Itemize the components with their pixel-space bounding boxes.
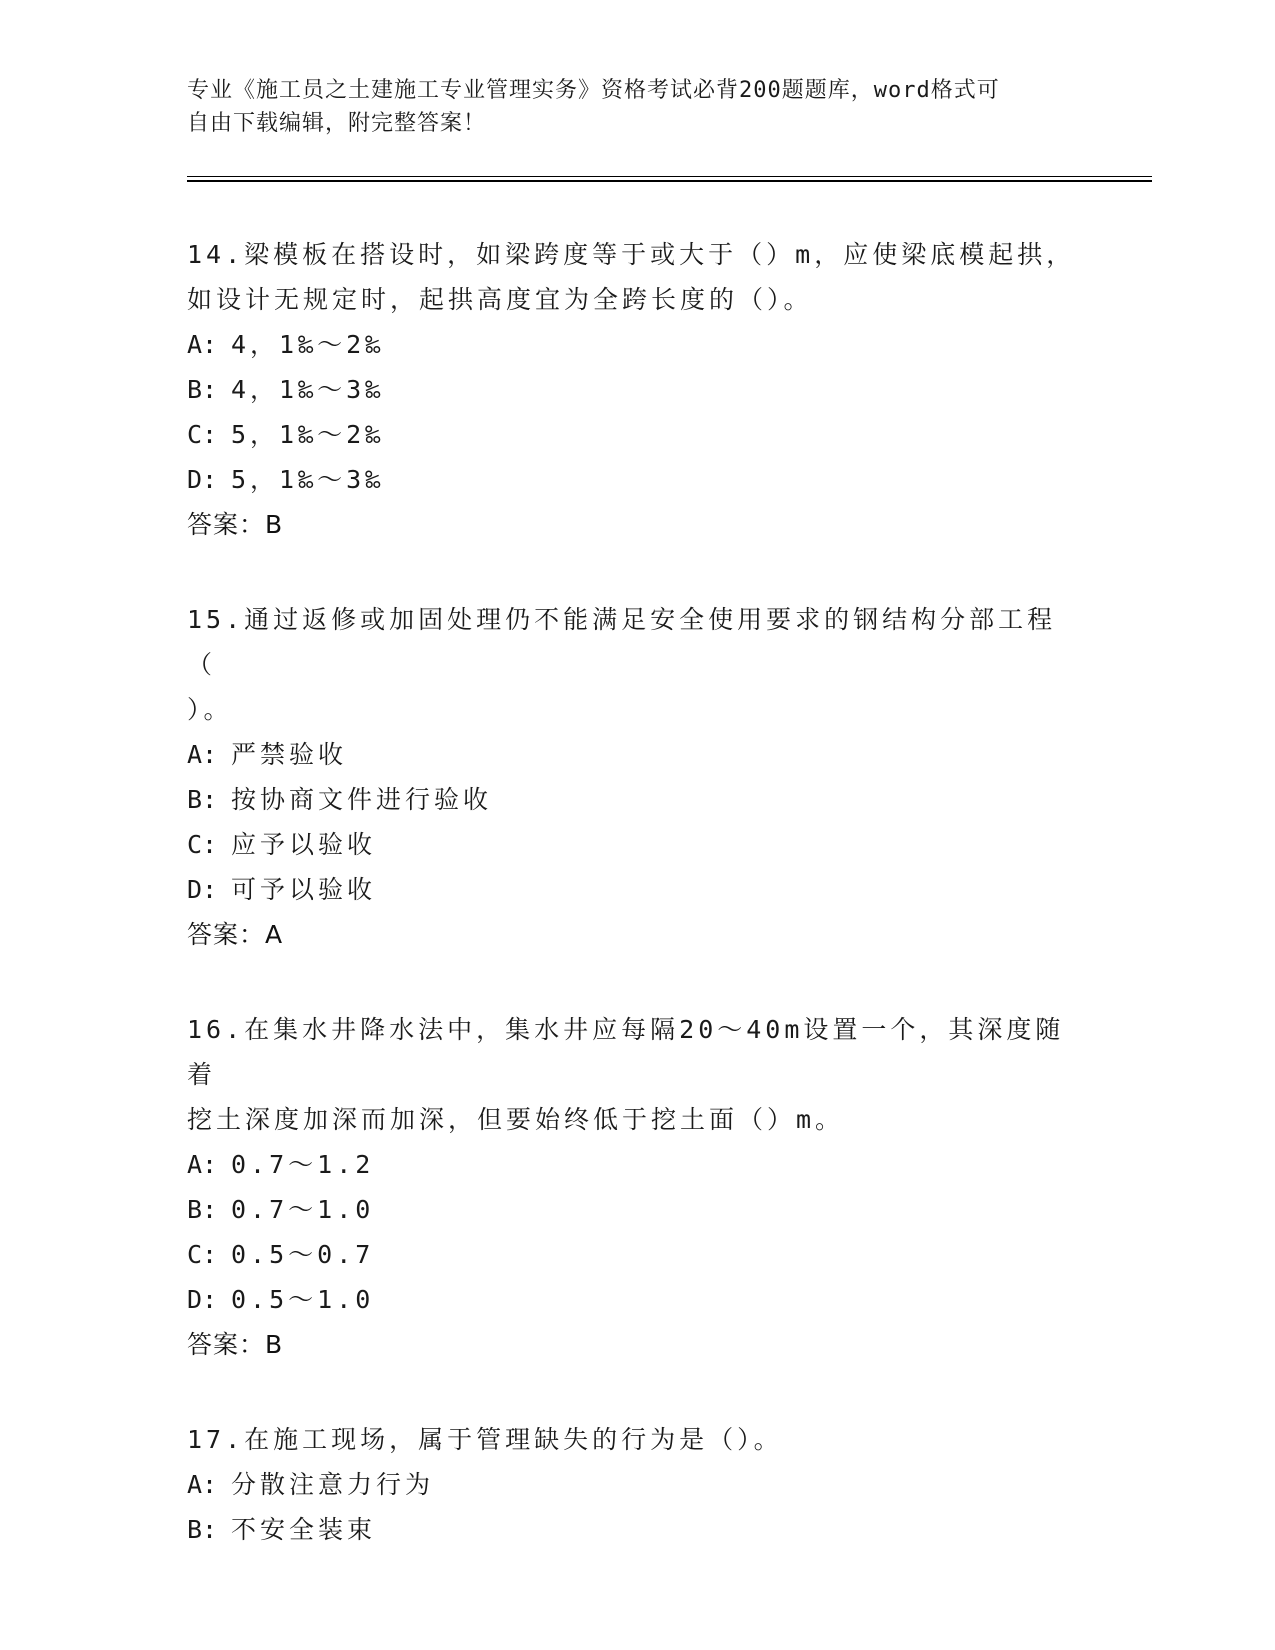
question-list: [187, 232, 1077, 1602]
option-letter: A:: [187, 330, 218, 359]
option-text: 按协商文件进行验收: [231, 785, 493, 814]
question-stem: 14.梁模板在搭设时，如梁跨度等于或大于（）m，应使梁底模起拱，: [187, 240, 1076, 269]
question-17: [187, 1417, 1077, 1552]
question-15: [187, 597, 1077, 957]
option-d: [187, 1277, 1077, 1322]
question-stem: 如设计无规定时，起拱高度宜为全跨长度的（）。: [187, 285, 813, 314]
header-divider-thin: [187, 176, 1152, 177]
option-d: [187, 457, 1077, 502]
question-16: [187, 1007, 1077, 1367]
option-letter: B:: [187, 1195, 218, 1224]
question-stem: 15.通过返修或加固处理仍不能满足安全使用要求的钢结构分部工程（: [187, 605, 1057, 679]
header-line-2: 自由下载编辑，附完整答案！: [187, 111, 487, 136]
option-text: 严禁验收: [231, 740, 348, 769]
option-letter: C:: [187, 420, 218, 449]
option-b: [187, 367, 1077, 412]
option-text: 5，1‰～2‰: [231, 420, 385, 449]
answer-line: 答案：A: [187, 920, 284, 949]
option-text: 0.7～1.2: [231, 1150, 375, 1179]
option-a: [187, 732, 1077, 777]
question-stem: ）。: [187, 695, 233, 724]
option-letter: A:: [187, 1150, 218, 1179]
option-text: 不安全装束: [231, 1515, 377, 1544]
option-text: 0.7～1.0: [231, 1195, 375, 1224]
document-header: [187, 74, 1067, 140]
option-text: 分散注意力行为: [231, 1470, 435, 1499]
option-text: 0.5～1.0: [231, 1285, 375, 1314]
option-letter: D:: [187, 875, 218, 904]
option-letter: A:: [187, 1470, 218, 1499]
option-letter: C:: [187, 1240, 218, 1269]
option-text: 4，1‰～2‰: [231, 330, 385, 359]
option-letter: D:: [187, 465, 218, 494]
answer-line: 答案：B: [187, 510, 284, 539]
option-a: [187, 1142, 1077, 1187]
question-stem: 挖土深度加深而加深，但要始终低于挖土面（）m。: [187, 1105, 845, 1134]
option-letter: B:: [187, 785, 218, 814]
option-letter: D:: [187, 1285, 218, 1314]
option-d: [187, 867, 1077, 912]
option-letter: A:: [187, 740, 218, 769]
question-stem: 16.在集水井降水法中，集水井应每隔20～40m设置一个，其深度随着: [187, 1015, 1065, 1089]
option-letter: B:: [187, 1515, 218, 1544]
option-a: [187, 1462, 1077, 1507]
question-14: [187, 232, 1077, 547]
option-b: [187, 777, 1077, 822]
option-text: 可予以验收: [231, 875, 377, 904]
option-letter: B:: [187, 375, 218, 404]
option-c: [187, 412, 1077, 457]
option-text: 5，1‰～3‰: [231, 465, 385, 494]
header-line-1: 专业《施工员之土建施工专业管理实务》资格考试必背200题题库，word格式可: [187, 78, 1000, 103]
answer-line: 答案：B: [187, 1330, 284, 1359]
option-letter: C:: [187, 830, 218, 859]
option-text: 0.5～0.7: [231, 1240, 375, 1269]
option-a: [187, 322, 1077, 367]
option-c: [187, 822, 1077, 867]
option-b: [187, 1507, 1077, 1552]
header-divider-thick: [187, 180, 1152, 182]
option-text: 4，1‰～3‰: [231, 375, 385, 404]
option-text: 应予以验收: [231, 830, 377, 859]
option-c: [187, 1232, 1077, 1277]
question-stem: 17.在施工现场，属于管理缺失的行为是（）。: [187, 1425, 783, 1454]
option-b: [187, 1187, 1077, 1232]
